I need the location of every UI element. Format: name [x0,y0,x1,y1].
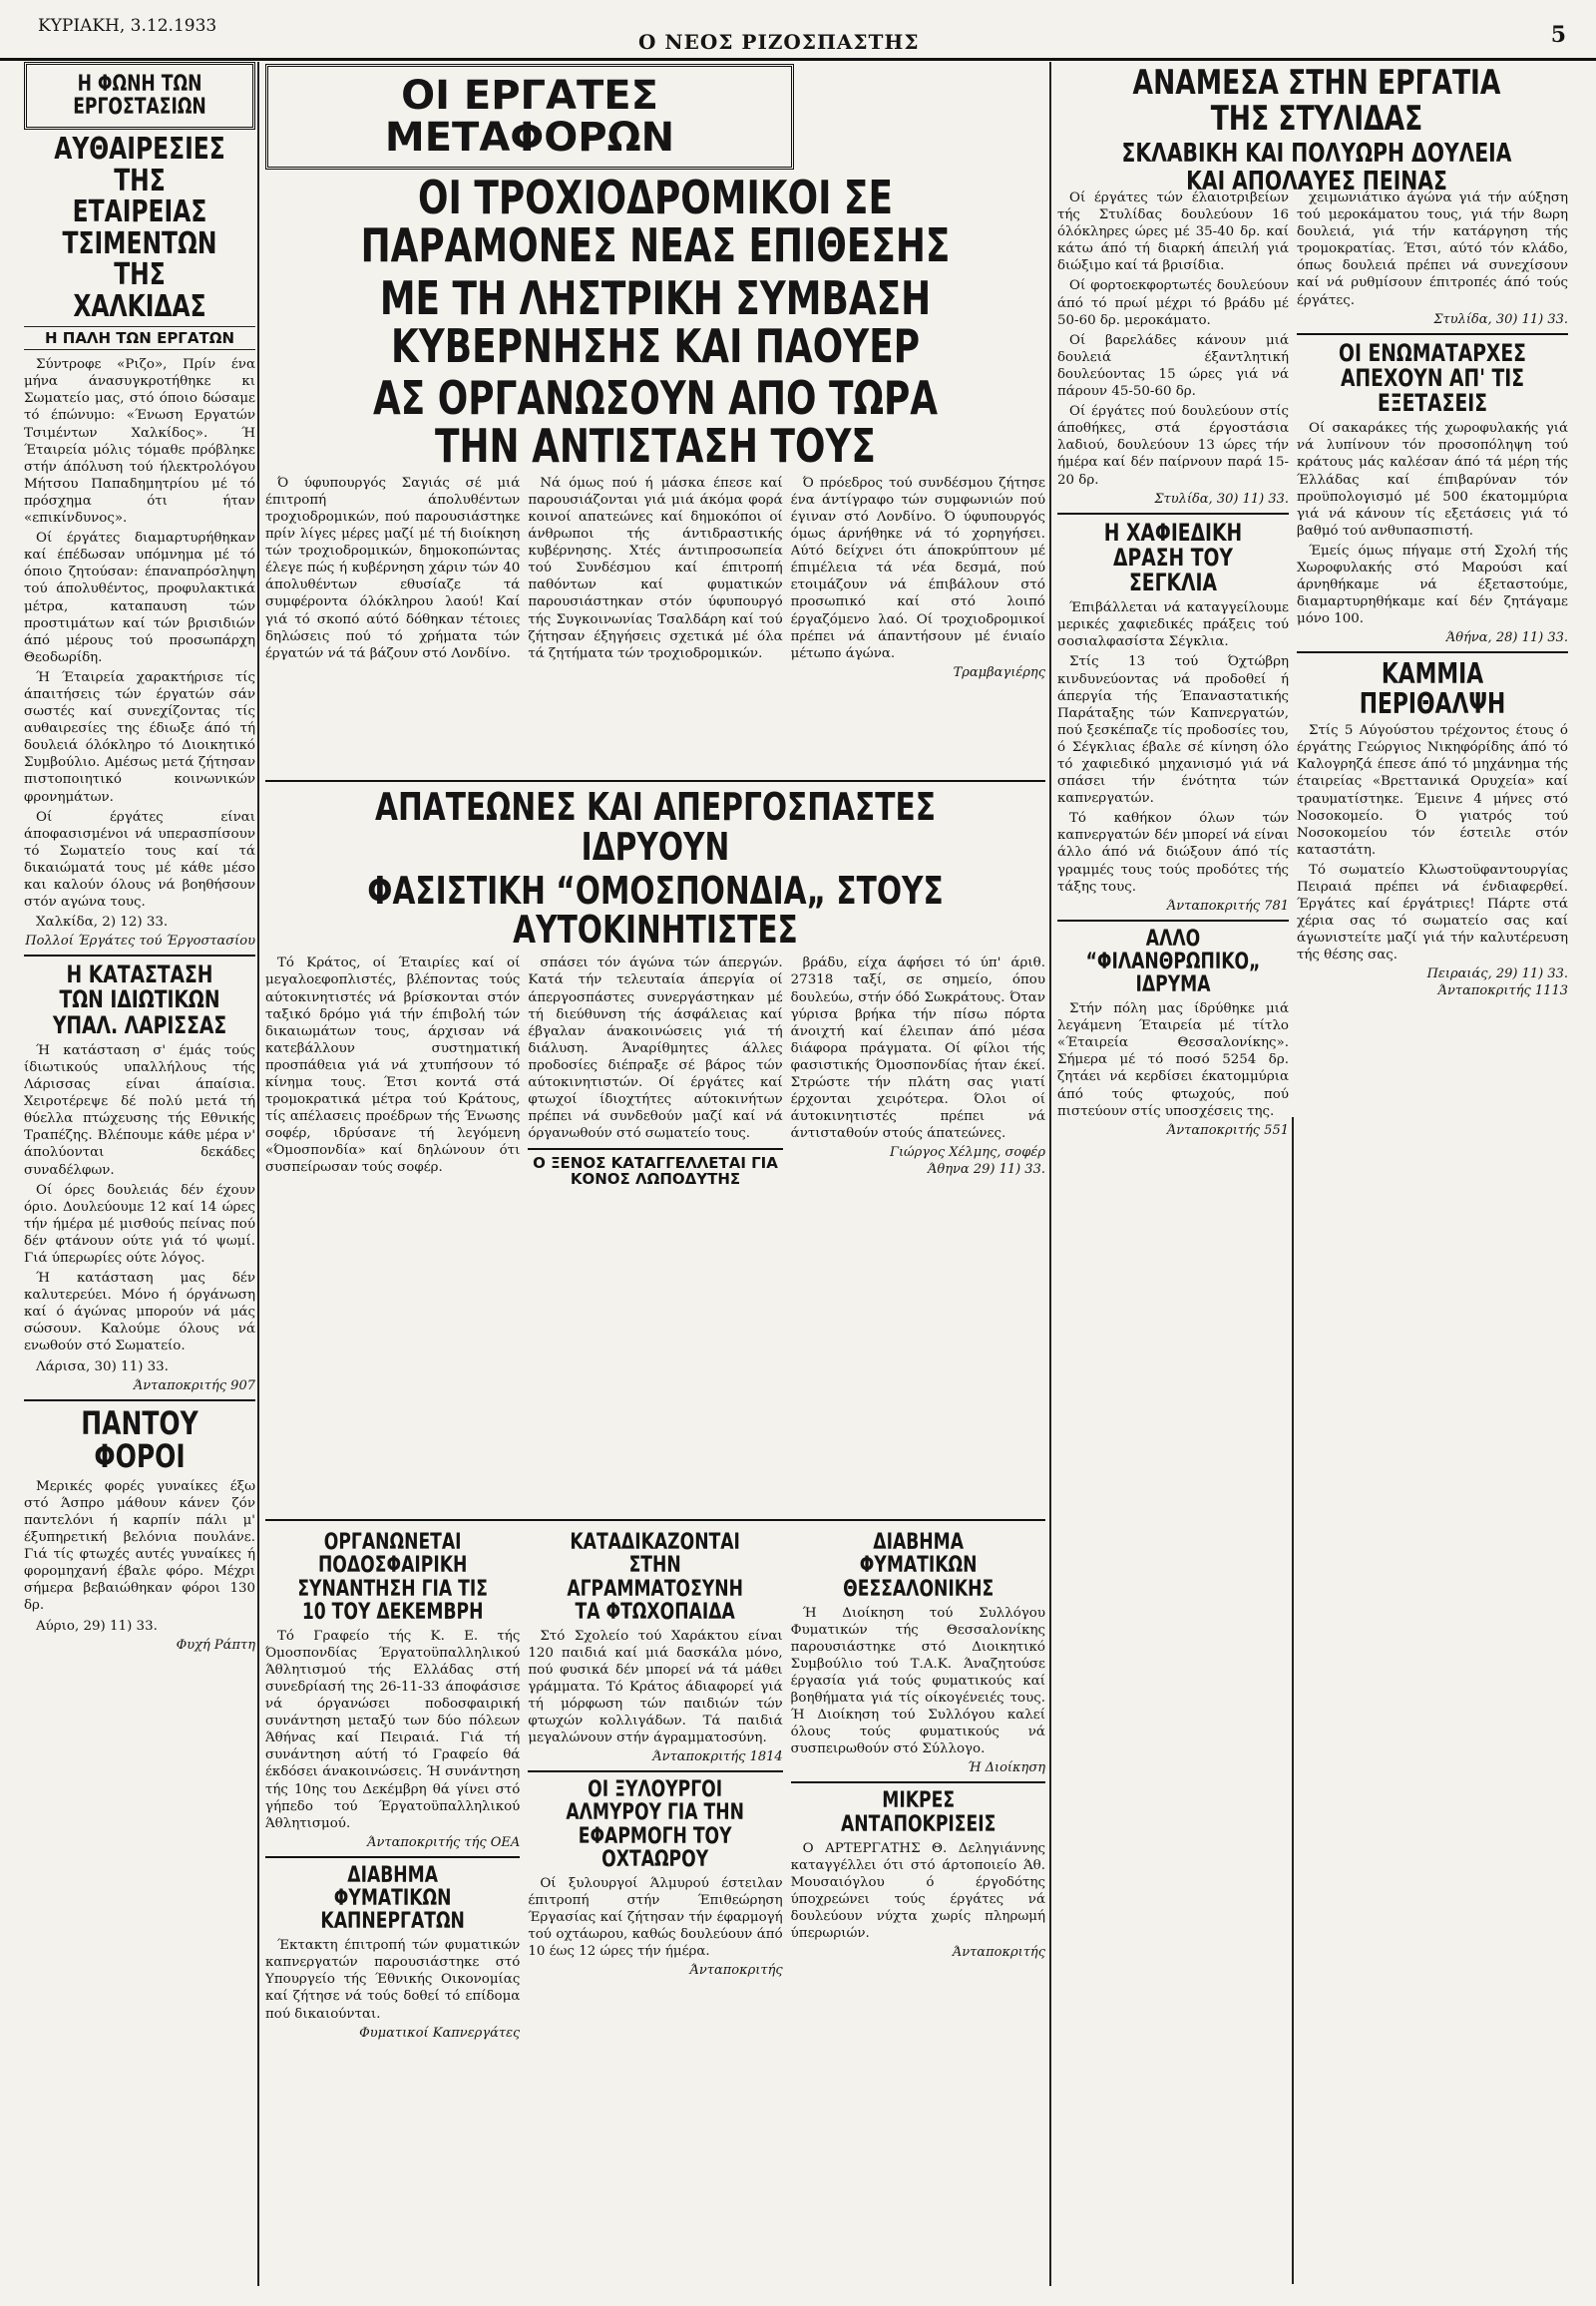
signature: Άνταποκριτής 907 [133,1377,255,1393]
article-title: ΦΑΣΙΣΤΙΚΗ “ΟΜΟΣΠΟΝΔΙΑ„ ΣΤΟΥΣ ΑΥΤΟΚΙΝΗΤΙΣΤΕΣ [367,868,944,953]
paragraph: Στίς 13 τού Όχτώβρη κινδυνεύοντας νά προδοθεί ή άπεργία τής Έπαναστατικής Παράταξης τών Καπνεργατών, πού ξεσκέπαζε τίς προδοσίες του, ό Σέγκλιας έβαλε σέ κίνηση όλο τό χαφιεδικό μηχανισμό γιά νά σπάσει τήν ένότητα τών καπνεργατών. [1057,654,1289,807]
signature: Πολλοί Έργάτες τού Έργοστασίου [25,934,255,950]
article-subtitle: ΣΚΛΑΒΙΚΗ ΚΑΙ ΠΟΛΥΩΡΗ ΔΟΥΛΕΙΑ ΚΑΙ ΑΠΟΛΑΥΕΣ ΠΕΙΝΑΣ [1121,139,1512,196]
article-title: ΟΙ ΞΥΛΟΥΡΓΟΙ ΑΛΜΥΡΟΥ ΓΙΑ ΤΗΝ ΕΦΑΡΜΟΓΗ ΤΟΥ ΟΧΤΑΩΡΟΥ [566,1777,745,1872]
section-title: Η ΦΩΝΗ ΤΩΝ ΕΡΓΟΣΤΑΣΙΩΝ [73,72,206,121]
article-title: ΑΥΘΑΙΡΕΣΙΕΣ ΤΗΣ ΕΤΑΙΡΕΙΑΣ ΤΣΙΜΕΝΤΩΝ ΤΗΣ ΧΑΛΚΙΔΑΣ [54,132,225,324]
paragraph: Τό καθήκον όλων τών καπνεργατών δέν μπορεί νά είναι άλλο άπό νά διώξουν άπό τίς γραμμές τους τούς προδότες τής τάξης τους. [1057,811,1289,895]
article-subtitle: Η ΠΑΛΗ ΤΩΝ ΕΡΓΑΤΩΝ [24,326,255,350]
signature: Άνταποκριτής 781 [1166,898,1289,914]
center-columns [265,62,1045,2286]
paragraph: Οί όρες δουλειάς δέν έχουν όριο. Δουλεύουμε 12 καί 14 ώρες τήν ήμέρα μέ μισθούς πείνας πού δέν φτάνουν ούτε γιά τό ψωμί. Γιά ύπερωρίες ούτε λόγος. [24,1182,255,1266]
divider [1057,920,1289,922]
article-title: ΜΙΚΡΕΣ ΑΝΤΑΠΟΚΡΙΣΕΙΣ [840,1788,997,1837]
headline-3: ΑΣ ΟΡΓΑΝΩΣΟΥΝ ΑΠΟ ΤΩΡΑ ΤΗΝ ΑΝΤΙΣΤΑΣΗ ΤΟΥΣ [372,371,939,474]
divider [1297,651,1568,653]
article-chalkida [24,134,255,949]
headline-1: ΟΙ ΤΡΟΧΙΟΔΡΟΜΙΚΟΙ ΣΕ ΠΑΡΑΜΟΝΕΣ ΝΕΑΣ ΕΠΙΘΕΣΗΣ [360,171,951,273]
paragraph: Στήν πόλη μας ίδρύθηκε μιά λεγάμενη Έταιρεία μέ τίτλο «Έταιρεία Θεσσαλονίκης». Σήμερα μέ τό ποσό 5254 δρ. ζητάει νά κερδίσει έκατομμύρια άπό τούς φτωχούς, πού πιστεύουν στίς υποσχέσεις της. [1057,1001,1289,1119]
paragraph: χειμωνιάτικο άγώνα γιά τήν αύξηση τού μεροκάματου τους, γιά τήν 8ωρη δουλειά, γιά τήν κατάργηση τής τρομοκρατίας. Έτσι, αύτό τόν κλάδο, όπως δουλειά πρέπει νά συνεχίσουν καί νά ρυθμίσουν έπιτροπές άπό τούς έργάτες. [1297,191,1568,308]
paragraph: Οί βαρελάδες κάνουν μιά δουλειά έξαντλητική δουλεύοντας 15 ώρες γιά νά πάρουν 45-50-60 δρ. [1057,332,1289,400]
paragraph: Οί ξυλουργοί Άλμυρού έστειλαν έπιτροπή στήν Έπιθεώρηση Έργασίας καί ζήτησαν τήν έφαρμογή τού οχτάωρου, καθώς δουλεύουν άπό 10 έως 12 ώρες τήν ήμέρα. [528,1875,783,1960]
left-column [24,62,255,2286]
article-title: ΟΙ ΕΝΩΜΑΤΑΡΧΕΣ ΑΠΕΧΟΥΝ ΑΠ' ΤΙΣ ΕΞΕΤΑΣΕΙΣ [1339,338,1526,418]
divider [791,1781,1045,1783]
article-title: ΚΑΤΑΔΙΚΑΖΟΝΤΑΙ ΣΤΗΝ ΑΓΡΑΜΜΑΤΟΣΥΝΗ ΤΑ ΦΤΩΧΟΠΑΙΔΑ [567,1530,744,1625]
paragraph: Νά όμως πού ή μάσκα έπεσε καί παρουσιάζονται γιά μιά άκόμα φορά κοινοί απατεώνες καί δημοκόποι οί άνθρωποι τής άντιδραστικής κυβέρνησης. Χτές άντιπροσωπεία τού Συνδέσμου καί έπιτροπή παθόντων καί φυματικών παρουσιάστηκαν στόν ύφυπουργό τής Συγκοινωνίας Τσαλδάρη καί τού ζήτησαν έξηγήσεις σχετικά μέ όλα τά ζητήματα τών τροχιοδρομικών. [528,475,783,661]
lead-body [265,475,1045,774]
paragraph: Ή κατάσταση σ' έμάς τούς ίδιωτικούς υπαλλήλους τής Λάρισσας είναι άπαίσια. Χειροτέρεψε δέ πολύ μετά τή θύελλα πτώχευσης τής Εθνικής Τραπέζης. Βλέπουμε κάθε μέρα ν' άπολύονται δεκάδες συναδέλφων. [24,1042,255,1178]
issue-date: ΚΥΡΙΑΚΗ, 3.12.1933 [38,16,217,36]
newspaper-title: Ο ΝΕΟΣ ΡΙΖΟΣΠΑΣΤΗΣ [638,30,920,54]
signature: Φυχή Ράπτη [176,1637,255,1653]
tb-article [791,1527,1045,2042]
date: Άθηνα 29) 11) 33. [928,1162,1045,1178]
signature: Γιώργος Χέλμης, σοφέρ [889,1145,1045,1161]
divider [528,1770,782,1772]
divider [1297,333,1568,335]
paragraph: Σύντροφε «Ριζο», Πρίν ένα μήνα άνασυγκροτήθηκε κι Σωματείο μας, στό όποιο δώσαμε τό έπώνυμο: «Ένωση Εργατών Τσιμέντων Χαλκίδος». Ή Έταιρεία μόλις τόμαθε πρόβληκε στήν άπόλυση τού ήλεκτρολόγου Μήτσου Παπαδημητρίου μέ τό πρόσχημα ότι ήταν «επικίνδυνος». [24,357,255,527]
paragraph: Στό Σχολείο τού Χαράκτου είναι 120 παιδιά καί μιά δασκάλα μόνο, πού φυσικά δέν μπορεί νά τά μάθει γράμματα. Τό Κράτος άδιαφορεί γιά τή μόρφωση τών παιδιών τών φτωχών κολλιγάδων. Τά παιδιά μεγαλώνουν στήν άγραμματοσύνη. [528,1628,783,1746]
article-taxes [24,1403,255,1653]
signature: Στυλίδα, 30) 11) 33. [1154,491,1289,507]
kicker-box [265,64,794,170]
article-title: ΑΠΑΤΕΩΝΕΣ ΚΑΙ ΑΠΕΡΓΟΣΠΑΣΤΕΣ ΙΔΡΥΟΥΝ [375,784,936,869]
paragraph: Στίς 5 Αύγούστου τρέχοντος έτους ό έργάτης Γεώργιος Νικηφόρίδης άπό τό Καλογρηζά έπεσε άπό τό μηχάνημα τής έταιρείας «Βρεττανικά Ορυχεία» καί τραυματίστηκε. Έμεινε 4 μήνες στό Νοσοκομείο. Ό γιατρός τού Νοσοκομείου τόν έστειλε στόν καταστάτη. [1297,723,1568,858]
signature: Άνταποκριτής 551 [1166,1122,1289,1138]
paragraph: Ή Διοίκηση τού Συλλόγου Φυματικών τής Θεσσαλονίκης παρουσιάστηκε στό Διοικητικό Συμβούλιο τού Τ.Α.Κ. Άναζητούσε έργασία γιά τούς φυματικούς καί βοηθήματα γιά τίς οίκογένειές τους. Ή Διοίκηση τού Συλλόγου καλεί όλους τούς φυματικούς νά συσπειρωθούν στό Σύλλογο. [790,1605,1045,1757]
paragraph: Οί έργάτες τών έλαιοτριβείων τής Στυλίδας δουλεύουν 16 όλόκληρες ώρες μέ 35-40 δρ. καί κάτω άπό τή διαρκή άπειλή γιά διώξιμο καί τά βρισίδια. [1057,191,1289,274]
paragraph: Τό Γραφείο τής Κ. Ε. τής Όμοσπονδίας Έργατοϋπαλληλικού Άθλητισμού τής Ελλάδας στή συνεδρίασή της 26-11-33 άποφάσισε νά όργανώσει ποδοσφαιρική συνάντηση μεταξύ των δύο πόλεων Άθήνας καί Πειραιά. Γιά τή συνάντηση αύτή τό Γραφείο θά έκδόσει άνακοινώσεις. Ή συνάντηση τής 10ης του Δεκέμβρη θά γίνει στό γήπεδο τού Έργατοϋπαλληλικού Άθλητισμού. [265,1628,521,1831]
page-number: 5 [1550,22,1566,48]
place-date: Πειραιάς, 29) 11) 33. [1426,966,1568,982]
article-title: ΔΙΑΒΗΜΑ ΦΥΜΑΤΙΚΩΝ ΚΑΠΝΕΡΓΑΤΩΝ [320,1862,465,1935]
paragraph: Χαλκίδα, 2) 12) 33. [36,915,169,931]
paragraph: Ή κατάσταση μας δέν καλυτερεύει. Μόνο ή όργάνωση καί ό άγώνας μπορούν νά μάς σώσουν. Καλούμε όλους νά ενωθούν στό Σωματείο. [24,1271,255,1354]
paragraph: Μερικές φορές γυναίκες έξω στό Άσπρο μάθουν κάνεν ζόν παντελόνι ή καρπίν πάλι μ' έξυπηρετική βελόνια πουλάνε. Γιά τίς φτωχές αυτές γυναίκες ή φορομηχανή έβαλε φόρο. Μέχρι σήμερα βεβαιώθηκαν φόροι 130 δρ. [24,1478,255,1614]
drivers-body [265,955,1045,1513]
article-title: ΟΡΓΑΝΩΝΕΤΑΙ ΠΟΔΟΣΦΑΙΡΙΚΗ ΣΥΝΑΝΤΗΣΗ ΓΙΑ ΤΙΣ 10 ΤΟΥ ΔΕΚΕΜΒΡΗ [297,1530,489,1625]
paragraph: Έμείς όμως πήγαμε στή Σχολή τής Χωροφυλακής στό Μαρούσι καί άρνηθήκαμε νά έξεταστούμε, διαμαρτυρηθήκαμε καί δέν ζητάγαμε μόνο 100. [1297,543,1568,627]
paragraph: Λάρισα, 30) 11) 33. [36,1358,169,1374]
paragraph: Τό Κράτος, οί Έταιρίες καί οί μεγαλοεφοπλιστές, βλέποντας τούς αύτοκινητιστές νά βρίσκονται στόν ταξικό δρόμο γιά τήν έπιβολή τών δικαιωμάτων τους, άρχισαν νά κατεβάλλουν συστηματική προσπάθεια γιά νά χτυπήσουν τό κίνημα τους. Έτσι κοντά στά τρομοκρατικά μέτρα τού Κράτους, τίς απέλασεις προέδρων τής Ένωσης σοφέρ, ιδρύσανε τή λεγόμενη «Όμοσπονδία» καί δηλώνουν ότι συσπείρωσαν τούς σοφέρ. [265,956,521,1176]
signature: Στυλίδα, 30) 11) 33. [1433,311,1568,327]
signature: Άθήνα, 28) 11) 33. [1445,630,1568,646]
paragraph: σπάσει τόν άγώνα τών άπεργών. Κατά τήν τελευταία άπεργία οί άπεργοσπάστες συνεργάστηκαν μέ τή διεύθυνση τής άσφάλειας καί έβγαλαν άνακοινώσεις γιά τή διάλυση. Άναρίθμητες άλλες προδοσίες διέπραξε σέ βάρος τών αύτοκινητιστών. Οί έργάτες καί φτωχοί ίδιοχτήτες αύτοκινήτων πρέπει νά συνδεθούν μαζί καί νά όργανωθούν στό σωματείο τους. [528,956,783,1142]
signature: Άνταποκριτής τής ΟΕΑ [367,1834,521,1850]
drivers-article [265,784,1045,1514]
paragraph: Ο ΑΡΤΕΡΓΑΤΗΣ Θ. Δεληγιάννης καταγγέλλει ότι στό άρτοποιείο Άθ. Μουσαιόγλου ό έργοδότης ύποχρεώνει τούς έργάτες νά δουλεύουν νύχτα χωρίς πληρωμή ύπερωριών. [790,1840,1045,1942]
divider [1057,513,1289,515]
article-title: ΑΝΑΜΕΣΑ ΣΤΗΝ ΕΡΓΑΤΙΑ ΤΗΣ ΣΤΥΛΙΔΑΣ [1132,63,1501,139]
article-title: Η ΧΑΦΙΕΔΙΚΗ ΔΡΑΣΗ ΤΟΥ ΣΕΓΚΛΙΑ [1103,518,1243,596]
schooling-article [528,1527,782,2042]
paragraph: Έπιβάλλεται νά καταγγείλουμε μερικές χαφιεδικές πράξεις τού σοσιαλφασίστα Σέγκλια. [1057,600,1289,650]
article-title: ΔΙΑΒΗΜΑ ΦΥΜΑΤΙΚΩΝ ΘΕΣΣΑΛΟΝΙΚΗΣ [842,1530,994,1602]
section-header [24,62,255,130]
paragraph: Οί φορτοεκφορτωτές δουλεύουν άπό τό πρωί μέχρι τό βράδυ μέ 50-60 δρ. μεροκάματο. [1057,278,1289,328]
right-column-b [1297,190,1568,2284]
signature: Τραμβαγιέρης [953,664,1045,680]
paragraph: Οί έργάτες είναι άποφασισμένοι νά υπερασπίσουν τό Σωματείο τους καί τά δικαιώματά τους μέ κάθε μέσο και καλούν όλους νά βοηθήσουν στόν αγώνα τους. [24,809,255,911]
article-larisa [24,962,255,1392]
divider [265,1519,1045,1521]
lead-article [265,64,1045,774]
divider [24,1399,255,1401]
signature: Άνταποκριτής 1113 [1437,983,1568,999]
article-title: Η ΚΑΤΑΣΤΑΣΗ ΤΩΝ ΙΔΙΩΤΙΚΩΝ ΥΠΑΛ. ΛΑΡΙΣΣΑΣ [52,961,227,1039]
article-title: ΑΛΛΟ “ΦΙΛΑΝΘΡΩΠΙΚΟ„ ΙΔΡΥΜΑ [1085,926,1261,997]
paragraph: Οί έργάτες διαμαρτυρήθηκαν καί έπέδωσαν υπόμνημα μέ τό όποιο ζητούσαν: έπαναπρόσληψη τού άπολυθέντος, προφυλακτικά μέτρα, καταπαυση τών προστιμάτων καί τών βρισιδιών άπό μέρους τού προσωπάρχη Θεοδωρίδη. [24,531,255,665]
paragraph: Οί σακαράκες τής χωροφυλακής γιά νά λυπίνουν τόν προσοπόληψη τού κράτους μάς καλέσαν άπό τά μέρη τής Έλλάδας καί έπιβαρύναν τόν προϋπολογισμό μέ 500 έκατομμύρια γιά νά κάνουν τίς εξετάσεις γιά τό βαθμό τού ανθυπασπιστή. [1297,421,1568,539]
article-title: ΠΑΝΤΟΥ ΦΟΡΟΙ [81,1403,199,1476]
paragraph: Ή Έταιρεία χαρακτήρισε τίς άπαιτήσεις τών έργατών σάν σωστές καί συνεχίζοντας τίς αυθαιρεσίες της έδιωξε άπό τή δουλειά όλόκληρο τό Διοικητικό Συμβούλιο. Αμέσως μετά ζήτησαν πιστοποιητικό κοινωνικών φρονημάτων. [24,669,255,805]
divider [265,780,1045,782]
paragraph: Ό πρόεδρος τού συνδέσμου ζήτησε ένα άντίγραφο τών συμφωνιών πού έγιναν στό Λονδίνο. Ό ύφυπουργός όμως άρνήθηκε νά τό χορηγήσει. Αύτό δείχνει ότι άποκρύπτουν μέ έπιμέλεια τά νέα δεσμά, πού ετοιμάζουν νά έπιβάλουν στό προσωπικό καί στό λοιπό έργαζόμενο λαό. Οί τροχιοδρομικοί πρέπει νά άπαντήσουν μέ ένιαίο μέτωπο άγώνα. [790,475,1045,661]
short-articles [265,1527,1045,2042]
notice-title: Ο ΞΕΝΟΣ ΚΑΤΑΓΓΕΛΛΕΤΑΙ ΓΙΑ ΚΟΝΟΣ ΛΩΠΟΔΥΤΗΣ [533,1154,778,1189]
paragraph: Τό σωματείο Κλωστοϋφαντουργίας Πειραιά πρέπει νά ένδιαφερθεί. Έργάτες καί έργάτριες! Πάρτε στά χέρια σας τό σωματείο σας καί άγωνιστείτε μαζί γιά τήν καλυτέρευση τής θέσης σας. [1297,862,1568,963]
right-column-a [1057,190,1289,2284]
paragraph: Οί έργάτες πού δουλεύουν στίς άποθήκες, στά έργοστάσια λαδιού, δουλεύουν 13 ώρες τήν ήμέρα καί δέν παίρνουν παρά 15-20 δρ. [1057,404,1289,488]
signature: Άνταποκριτής [952,1945,1045,1961]
signature: Φυματικοί Καπνεργάτες [359,2025,521,2041]
divider [265,1856,520,1858]
column-rule [1049,62,1051,2286]
paragraph: Αύριο, 29) 11) 33. [36,1618,158,1634]
paragraph: Έκτακτη έπιτροπή τών φυματικών καπνεργατών παρουσιάστηκε στό Υπουργείο τής Έθνικής Οικονομίας καί ζήτησε νά τούς δοθεί τό επίδομα πού δικαιούνται. [265,1938,521,2022]
kicker-title: ΟΙ ΕΡΓΑΤΕΣ ΜΕΤΑΦΟΡΩΝ [384,73,675,161]
football-article [265,1527,520,2042]
paragraph: Ό ύφυπουργός Σαγιάς σέ μιά έπιτροπή άπολυθέντων τροχιοδρομικών, πού παρουσιάστηκε πρίν λίγες μέρες μαζί μέ τή διοίκηση τών τροχιοδρομικών, δημοκοπώντας έλεγε πώς ή κυβέρνηση χάριν τών 40 άπολυθέντων εθυσίαζε τά συμφέροντα όλόκληρου λαού! Καί γιά τό σκοπό αύτό δόθηκαν τέτοιες δηλώσεις πού τό χρήματα τών έργατών νά τά βάζουν στό Λονδίνο. [265,475,521,661]
column-rule [257,62,259,2286]
signature: Άνταποκριτής 1814 [652,1749,783,1765]
divider [24,955,255,957]
divider [528,1148,782,1150]
article-title: ΚΑΜΜΙΑ ΠΕΡΙΘΑΛΨΗ [1359,657,1506,720]
paragraph: βράδυ, είχα άφήσει τό ύπ' άριθ. 27318 ταξί, σε σημείο, όπου δουλεύω, στήν όδό Σωκράτους. Όταν γύρισα βρήκα τήν πίσω πόρτα άνοιχτή καί έλειπαν άπό μέσα διάφορα πράγματα. Οί φίλοι τής φασιστικής Όμοσπονδίας ήταν έκεί. Στρώστε τήν πλάτη σας γιατί έρχονται χειρότερα. Όλοι οί άυτοκινητιστές πρέπει νά άντισταθούν στούς άπατεώνες. [790,956,1045,1142]
headline-2: ΜΕ ΤΗ ΛΗΣΤΡΙΚΗ ΣΥΜΒΑΣΗ ΚΥΒΕΡΝΗΣΗΣ ΚΑΙ ΠΑΟΥΕΡ [379,270,932,373]
signature: Άνταποκριτής [689,1963,783,1979]
signature: Ή Διοίκηση [967,1760,1045,1776]
masthead [0,0,1596,61]
